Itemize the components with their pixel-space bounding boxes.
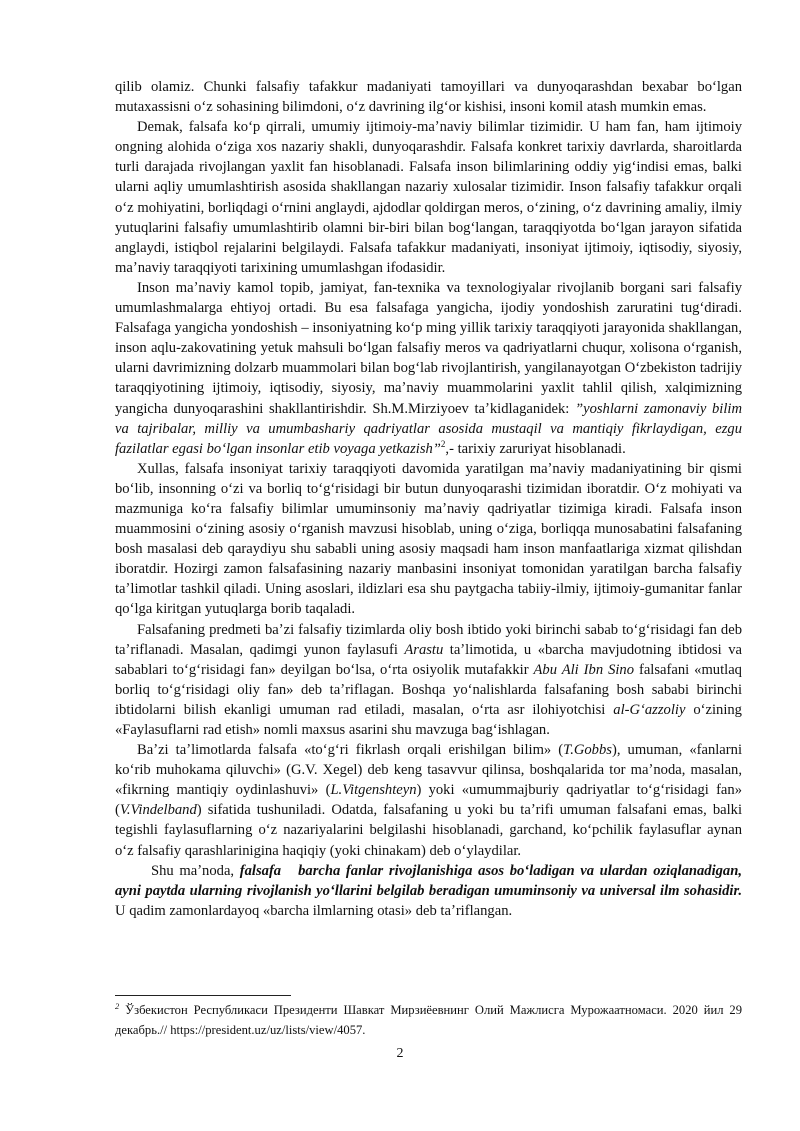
paragraph-5 <box>115 620 742 741</box>
footnote-reference[interactable]: 2 <box>440 438 446 449</box>
paragraph-7 <box>115 861 742 921</box>
paragraph-4: Xullas, falsafa insoniyat tarixiy taraqqiyoti davomida yaratilgan maʼnaviy madaniyatining bir qismi boʻlib, insonning oʻzi va borliq toʻgʻrisidagi bir butun dunyoqarashi tizimidan iboratdir. Oʻz mohiyati va mazmuniga koʻra falsafiy bilimlar umuminsoniy maʼnaviy qadriyatlar tizimiga kiradi. Falsafa inson muammosini oʻzining asosiy oʻrganish mavzusi hisoblab, uning oʻziga, borliqqa munosabatini falsafaning bosh masalasi deb qaraydiyu shu sababli uning asosiy maqsadi ham inson manfaatlariga xizmat qilishdan iboratdir. Hozirgi zamon falsafasining nazariy manbasini insoniyat tomonidan yaratilgan barcha falsafiy taʼlimotlar tashkil qiladi. Uning asoslari, ildizlari esa shu paytgacha tabiiy-ilmiy, ijtimoiy-gumanitar fanlar qoʻlga kiritgan yutuqlarga borib taqaladi. <box>115 460 742 618</box>
footnote-divider <box>115 995 291 996</box>
footnote-text: Ўзбекистон Республикаси Президенти Шавкат Мирзиёевнинг Олий Мажлисга Мурожаатномаси. 2020 йил 29 декабрь.// https://president.uz/uz/lists/view/4057. <box>115 1003 742 1037</box>
footnote <box>115 1000 742 1040</box>
paragraph-5-text-c: falsafani «mutlaq borliq toʻgʻrisidagi oliy fan» deb taʼriflagan. Boshqa yoʻnalishlarda falsafaning bosh sababi birinchi ibtidolarni bilish ekanligi umuman rad etiladi, masalan, oʻrta asr ilohiyotchisi <box>115 661 742 718</box>
name-gazzoliy: al-Gʻazzoliy <box>613 701 686 718</box>
mirziyoev-quote: ”yoshlarni zamonaviy bilim va tajribalar, milliy va umumbashariy qadriyatlar asosida mustaqil va mantiqiy fikrlaydigan, ezgu fazilatlar egasi boʻlgan insonlar etib voyaga yetkazish” <box>115 400 742 457</box>
term-falsafa: falsafa <box>239 862 282 879</box>
paragraph-3-text: Inson maʼnaviy kamol topib, jamiyat, fan-texnika va texnologiyalar rivojlanib borgani sari falsafiy umumlashmalarga ehtiyoj ortadi. Bu esa falsafaga yangicha, ijodiy yondoshish zaruratini tugʻdiradi. Falsafaga yangicha yondoshish – insoniyatning koʻp ming yillik tarixiy taraqqiyoti jarayonida shakllangan, inson aqlu-zakovatining yetuk mahsuli boʻlgan falsafiy meros va qadriyatlarni chuqur, xolisona oʻrganish, ularni davrimizning dolzarb muammolari bilan bogʻlab rivojlantirish, yangilanayotgan Oʻzbekiston tadrijiy taraqqiyotining ijtimoiy, iqtisodiy, siyosiy, maʼnaviy muammolarini yaxlit tahlil qilish, xalqimizning yangicha dunyoqarashini shakllantirishdir. Sh.M.Mirziyoev taʼkidlaganidek: <box>115 279 742 417</box>
paragraph-1: qilib olamiz. Chunki falsafiy tafakkur madaniyati tamoyillari va dunyoqarashdan bexabar boʻlgan mutaxassisni oʻz sohasining bilimdoni, oʻz davrining ilgʻor kishisi, insoni komil atash mumkin emas. <box>115 79 742 116</box>
name-arastu: Arastu <box>404 641 444 658</box>
paragraph-5-text: Falsafaning predmeti baʼzi falsafiy tizimlarda oliy bosh ibtido yoki birinchi sabab toʻgʻrisidagi fan deb taʼriflanadi. Masalan, qadimgi yunon faylasufi <box>115 621 742 658</box>
paragraph-6 <box>115 740 742 861</box>
paragraph-3 <box>115 278 742 459</box>
name-ibn-sino: Abu Ali Ibn Sino <box>533 661 635 678</box>
paragraph-7-text: Shu maʼnoda, <box>151 862 240 879</box>
paragraph-6-text-d: ) sifatida tushuniladi. Odatda, falsafaning u yoki bu taʼrifi umuman falsafani emas, balki tegishli faylasuflarning oʻz nazariyalarini belgilashi hisoblanadi, garchand, koʻpchilik faylasuflar aynan oʻz falsafiy qarashlarinigina haqiqiy (yoki chinakam) deb oʻylaydilar. <box>115 802 742 859</box>
paragraph-6-text-b: ), umuman, «fanlarni koʻrib muhokama qiluvchi» (G.V. Xegel) deb keng tasavvur qilinsa, boshqalarida tor maʼnoda, masalan, «fikrning mantiqiy oydinlashuvi» ( <box>115 742 742 799</box>
paragraph-5-text-d: oʻzining «Faylasuflarni rad etish» nomli maxsus asarini shu mavzuga bagʻishlagan. <box>115 701 742 738</box>
paragraph-3-tail: ,- tarixiy zaruriyat hisoblanadi. <box>445 440 626 457</box>
name-vindelband: V.Vindelband <box>119 802 197 819</box>
body-text <box>115 77 742 921</box>
paragraph-6-text-c: ) yoki «umummajburiy qadriyatlar toʻgʻrisidagi fan» ( <box>115 782 742 819</box>
definition-bold: barcha fanlar rivojlanishiga asos boʻladigan va ulardan oziqlanadigan, ayni paytda ularning rivojlanish yoʻllarini belgilab beradigan umuminsoniy va universal ilm sohasidir. <box>115 862 742 899</box>
paragraph-7-tail: U qadim zamonlardayoq «barcha ilmlarning otasi» deb taʼriflangan. <box>115 902 513 919</box>
paragraph-6-text: Baʼzi taʼlimotlarda falsafa «toʻgʻri fikrlash orqali erishilgan bilim» ( <box>137 742 564 759</box>
page-number: 2 <box>396 1046 404 1061</box>
name-vitgenshteyn: L.Vitgenshteyn <box>330 782 417 799</box>
name-gobbs: T.Gobbs <box>563 742 612 759</box>
footnote-mark: 2 <box>115 1000 120 1011</box>
paragraph-2: Demak, falsafa koʻp qirrali, umumiy ijtimoiy-maʼnaviy bilimlar tizimidir. U ham fan, ham ijtimoiy ongning alohida oʻziga xos nazariy shakli, dunyoqarashdir. Falsafa konkret tarixiy davrlarda, sharoitlarda turli darajada rivojlangan yaxlit fan hisoblanadi. Falsafa inson bilimlarining oddiy yigʻindisi emas, balki ularni aqliy umumlashtirish asosida shakllangan nazariy xulosalar tizimidir. Inson falsafiy tafakkur orqali oʻz mohiyatini, borliqdagi oʻrnini anglaydi, ajdodlar qoldirgan meros, oʻzining, oʻz davrining amaliy, ilmiy yutuqlarini falsafiy umumlashtirib olamni bir-biri bilan bogʻlangan, taraqqiyotda boʻlgan jarayon sifatida anglaydi, istiqbol rejalarini belgilaydi. Falsafa tafakkur madaniyati, insoniyat ijtimoiy, iqtisodiy, siyosiy, maʼnaviy taraqqiyoti tarixining umumlashgan ifodasidir. <box>115 119 742 276</box>
paragraph-5-text-b: taʼlimotida, u «barcha mavjudotning ibtidosi va sabablari toʻgʻrisidagi fan» deyilgan boʻlsa, oʻrta osiyolik mutafakkir <box>115 641 742 678</box>
